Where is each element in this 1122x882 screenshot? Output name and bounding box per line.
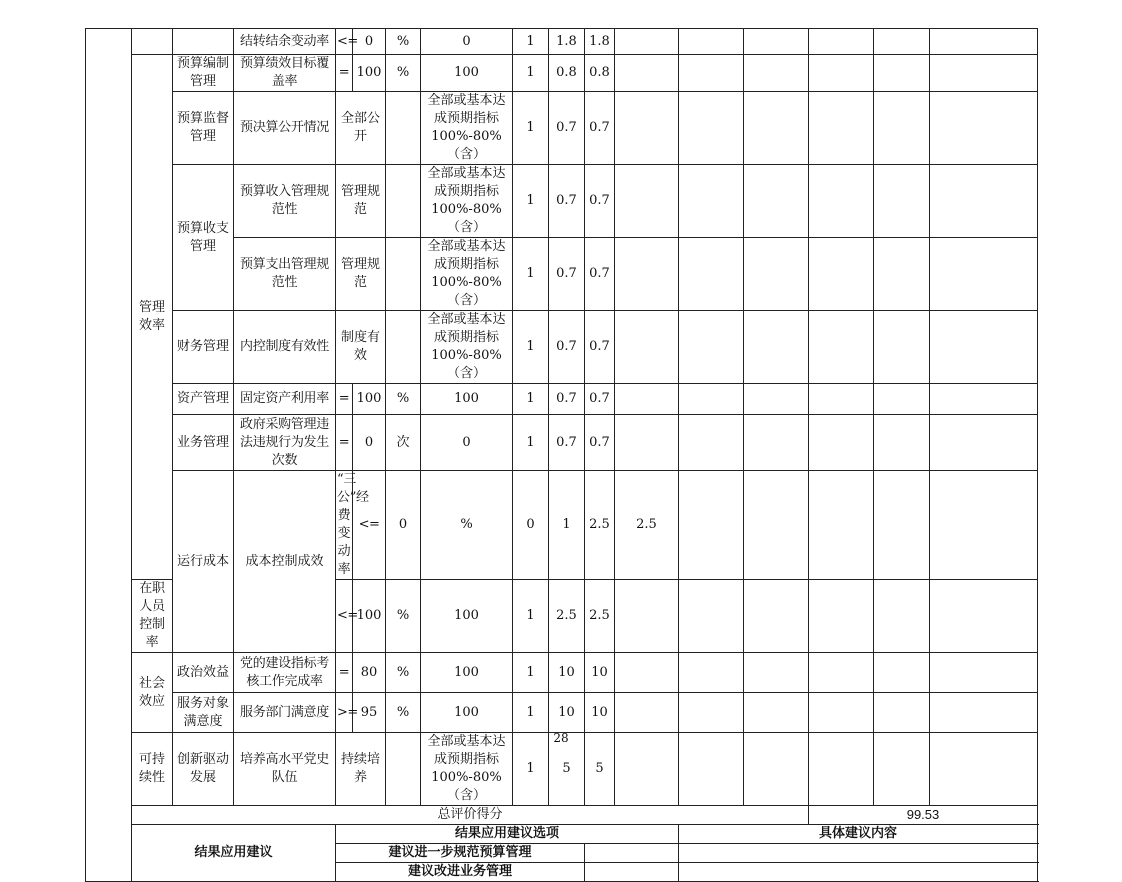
empty-cell — [615, 238, 679, 311]
level3-cell: 资产管理 — [173, 384, 234, 415]
empty-cell — [809, 693, 874, 733]
standard-score-cell: 0.7 — [549, 165, 585, 238]
empty-cell — [874, 693, 930, 733]
indicator-cell: 结转结余变动率 — [234, 29, 336, 55]
table-row — [86, 165, 1038, 238]
actual-cell: 全部或基本达成预期指标100%-80%（含） — [421, 92, 513, 165]
actual-cell: 100 — [421, 693, 513, 733]
actual-cell: 100 — [421, 384, 513, 415]
weight-cell: 1 — [549, 471, 585, 580]
score-cell: 1.8 — [585, 29, 615, 55]
table-row — [86, 55, 1038, 92]
empty-cell — [809, 580, 874, 653]
options-header: 结果应用建议选项 — [336, 825, 679, 844]
score-cell: 10 — [585, 693, 615, 733]
empty-cell — [679, 415, 744, 471]
level2-cell: 可持续性 — [132, 733, 173, 806]
result-header-row — [86, 825, 1038, 844]
empty-cell — [744, 580, 809, 653]
empty-cell — [930, 471, 1038, 580]
score-cell: 0.7 — [585, 311, 615, 384]
empty-cell — [930, 415, 1038, 471]
empty-cell — [930, 580, 1038, 653]
empty-cell — [679, 653, 744, 693]
actual-cell: 0 — [421, 29, 513, 55]
score-cell: 0.7 — [585, 384, 615, 415]
empty-cell — [930, 384, 1038, 415]
unit-cell: % — [386, 29, 421, 55]
weight-cell: 1 — [513, 92, 549, 165]
page-number: 28 — [553, 731, 569, 745]
actual-cell: 0 — [421, 415, 513, 471]
target-cell: 管理规范 — [336, 238, 386, 311]
empty-cell — [679, 165, 744, 238]
unit-cell: % — [386, 693, 421, 733]
empty-cell — [874, 238, 930, 311]
empty-cell — [615, 165, 679, 238]
empty-cell — [874, 384, 930, 415]
operator-cell: = — [336, 415, 353, 471]
level3-cell: 财务管理 — [173, 311, 234, 384]
table-row — [86, 415, 1038, 471]
result-option: 建议进一步规范预算管理 — [336, 844, 585, 863]
indicator-cell: 在职人员控制率 — [132, 580, 173, 653]
unit-cell — [386, 238, 421, 311]
empty-cell — [809, 55, 874, 92]
empty-cell — [744, 311, 809, 384]
operator-cell: <= — [336, 580, 353, 653]
empty-cell — [615, 693, 679, 733]
empty-cell — [744, 238, 809, 311]
target-cell: 95 — [353, 693, 386, 733]
weight-cell: 1 — [513, 29, 549, 55]
unit-cell: % — [386, 580, 421, 653]
target-cell: 管理规范 — [336, 165, 386, 238]
score-cell: 0.7 — [585, 165, 615, 238]
standard-score-cell: 0.7 — [549, 384, 585, 415]
indicator-cell: 服务部门满意度 — [234, 693, 336, 733]
empty-cell — [679, 471, 744, 580]
empty-cell — [679, 311, 744, 384]
empty-cell — [930, 693, 1038, 733]
empty-cell — [930, 238, 1038, 311]
level2-cell: 管理效率 — [132, 55, 173, 580]
option-check-cell — [585, 863, 679, 882]
empty-cell — [874, 415, 930, 471]
level3-cell — [173, 29, 234, 55]
score-cell: 2.5 — [585, 580, 615, 653]
weight-cell: 1 — [513, 55, 549, 92]
level3-cell: 预算监督管理 — [173, 92, 234, 165]
standard-score-cell: 0.7 — [549, 92, 585, 165]
score-cell: 0.7 — [585, 238, 615, 311]
empty-cell — [615, 653, 679, 693]
indicator-cell: 培养高水平党史队伍 — [234, 733, 336, 806]
level3-cell: 业务管理 — [173, 415, 234, 471]
empty-cell — [744, 165, 809, 238]
operator-cell: <= — [353, 471, 386, 580]
level3-cell: 预算收支管理 — [173, 165, 234, 311]
table-row — [86, 384, 1038, 415]
empty-cell — [874, 653, 930, 693]
standard-score-cell: 2.5 — [549, 580, 585, 653]
target-cell: 全部公开 — [336, 92, 386, 165]
level2-cell — [132, 29, 173, 55]
suggestion-cell — [679, 844, 1038, 863]
empty-cell — [744, 471, 809, 580]
score-cell: 0.7 — [585, 92, 615, 165]
empty-cell — [874, 580, 930, 653]
weight-cell: 1 — [513, 580, 549, 653]
empty-cell — [744, 92, 809, 165]
indicator-cell: 内控制度有效性 — [234, 311, 336, 384]
empty-cell — [679, 580, 744, 653]
empty-cell — [809, 238, 874, 311]
standard-score-cell: 5 — [549, 733, 585, 806]
target-cell: 0 — [353, 29, 386, 55]
empty-cell — [874, 29, 930, 55]
operator-cell: >= — [336, 693, 353, 733]
unit-cell: % — [386, 384, 421, 415]
weight-cell: 1 — [513, 733, 549, 806]
level3-cell: 服务对象满意度 — [173, 693, 234, 733]
actual-cell: 全部或基本达成预期指标100%-80%（含） — [421, 165, 513, 238]
empty-cell — [615, 311, 679, 384]
empty-cell — [874, 55, 930, 92]
empty-cell — [744, 55, 809, 92]
standard-score-cell: 0.7 — [549, 238, 585, 311]
empty-cell — [679, 55, 744, 92]
evaluation-table — [85, 28, 1038, 882]
result-option: 建议改进业务管理 — [336, 863, 585, 882]
operator-cell: = — [336, 653, 353, 693]
target-cell: 持续培养 — [336, 733, 386, 806]
target-cell: 80 — [353, 653, 386, 693]
empty-cell — [615, 55, 679, 92]
weight-cell: 1 — [513, 384, 549, 415]
empty-cell — [615, 92, 679, 165]
empty-cell — [809, 653, 874, 693]
actual-cell: 全部或基本达成预期指标100%-80%（含） — [421, 238, 513, 311]
table-row — [86, 471, 1038, 580]
empty-cell — [679, 238, 744, 311]
empty-cell — [930, 92, 1038, 165]
content-header: 具体建议内容 — [679, 825, 1038, 844]
target-cell: 100 — [353, 55, 386, 92]
level2-cell: 社会效应 — [132, 653, 173, 733]
weight-cell: 1 — [513, 311, 549, 384]
table-row — [86, 653, 1038, 693]
empty-cell — [744, 693, 809, 733]
table-row — [86, 92, 1038, 165]
unit-cell — [386, 165, 421, 238]
level1-cell — [86, 29, 132, 882]
score-cell: 0.8 — [585, 55, 615, 92]
score-cell: 5 — [585, 733, 615, 806]
unit-cell: % — [421, 471, 513, 580]
empty-cell — [809, 92, 874, 165]
operator-cell: <= — [336, 29, 353, 55]
empty-cell — [809, 29, 874, 55]
weight-cell: 1 — [513, 238, 549, 311]
level3-cell: 成本控制成效 — [234, 471, 336, 653]
table-row — [86, 311, 1038, 384]
suggestion-cell — [679, 863, 1038, 882]
indicator-cell: 固定资产利用率 — [234, 384, 336, 415]
empty-cell — [744, 29, 809, 55]
empty-cell — [679, 29, 744, 55]
level3-cell: 政治效益 — [173, 653, 234, 693]
total-label: 总评价得分 — [132, 806, 809, 825]
actual-cell: 100 — [421, 653, 513, 693]
indicator-cell: 政府采购管理违法违规行为发生次数 — [234, 415, 336, 471]
level2-cell: 运行成本 — [173, 471, 234, 653]
actual-cell: 100 — [421, 580, 513, 653]
score-cell: 0.7 — [585, 415, 615, 471]
empty-cell — [930, 653, 1038, 693]
indicator-cell: 预算支出管理规范性 — [234, 238, 336, 311]
total-score: 99.53 — [809, 806, 1038, 825]
result-label: 结果应用建议 — [132, 825, 336, 882]
empty-cell — [874, 165, 930, 238]
target-cell: 0 — [386, 471, 421, 580]
total-row — [86, 806, 1038, 825]
operator-cell: = — [336, 384, 353, 415]
level3-cell: 创新驱动发展 — [173, 733, 234, 806]
actual-cell: 全部或基本达成预期指标100%-80%（含） — [421, 733, 513, 806]
weight-cell: 1 — [513, 693, 549, 733]
table-row — [86, 693, 1038, 733]
empty-cell — [744, 653, 809, 693]
operator-cell: = — [336, 55, 353, 92]
unit-cell — [386, 311, 421, 384]
score-cell: 2.5 — [615, 471, 679, 580]
empty-cell — [615, 580, 679, 653]
target-cell: 0 — [353, 415, 386, 471]
empty-cell — [809, 415, 874, 471]
unit-cell — [386, 92, 421, 165]
table-row — [86, 29, 1038, 55]
target-cell: 100 — [353, 384, 386, 415]
indicator-cell: 预算收入管理规范性 — [234, 165, 336, 238]
weight-cell: 1 — [513, 415, 549, 471]
empty-cell — [809, 471, 874, 580]
empty-cell — [744, 415, 809, 471]
actual-cell: 0 — [513, 471, 549, 580]
empty-cell — [930, 165, 1038, 238]
standard-score-cell: 10 — [549, 653, 585, 693]
empty-cell — [874, 471, 930, 580]
empty-cell — [809, 165, 874, 238]
indicator-cell: 预算绩效目标覆盖率 — [234, 55, 336, 92]
standard-score-cell: 2.5 — [585, 471, 615, 580]
indicator-cell: 党的建设指标考核工作完成率 — [234, 653, 336, 693]
empty-cell — [809, 311, 874, 384]
option-check-cell — [585, 844, 679, 863]
empty-cell — [744, 384, 809, 415]
level3-cell: 预算编制管理 — [173, 55, 234, 92]
target-cell: 制度有效 — [336, 311, 386, 384]
indicator-cell: 预决算公开情况 — [234, 92, 336, 165]
standard-score-cell: 10 — [549, 693, 585, 733]
empty-cell — [679, 384, 744, 415]
unit-cell: % — [386, 55, 421, 92]
indicator-cell: “三公”经费变动率 — [336, 471, 353, 580]
score-cell: 10 — [585, 653, 615, 693]
empty-cell — [679, 92, 744, 165]
empty-cell — [930, 29, 1038, 55]
actual-cell: 全部或基本达成预期指标100%-80%（含） — [421, 311, 513, 384]
standard-score-cell: 1.8 — [549, 29, 585, 55]
empty-cell — [679, 693, 744, 733]
weight-cell: 1 — [513, 165, 549, 238]
actual-cell: 100 — [421, 55, 513, 92]
standard-score-cell: 0.7 — [549, 311, 585, 384]
weight-cell: 1 — [513, 653, 549, 693]
empty-cell — [615, 384, 679, 415]
unit-cell: % — [386, 653, 421, 693]
standard-score-cell: 0.8 — [549, 55, 585, 92]
empty-cell — [874, 92, 930, 165]
empty-cell — [809, 384, 874, 415]
empty-cell — [930, 311, 1038, 384]
target-cell: 100 — [353, 580, 386, 653]
unit-cell: 次 — [386, 415, 421, 471]
empty-cell — [930, 55, 1038, 92]
empty-cell — [615, 29, 679, 55]
empty-cell — [615, 415, 679, 471]
empty-cell — [874, 311, 930, 384]
standard-score-cell: 0.7 — [549, 415, 585, 471]
